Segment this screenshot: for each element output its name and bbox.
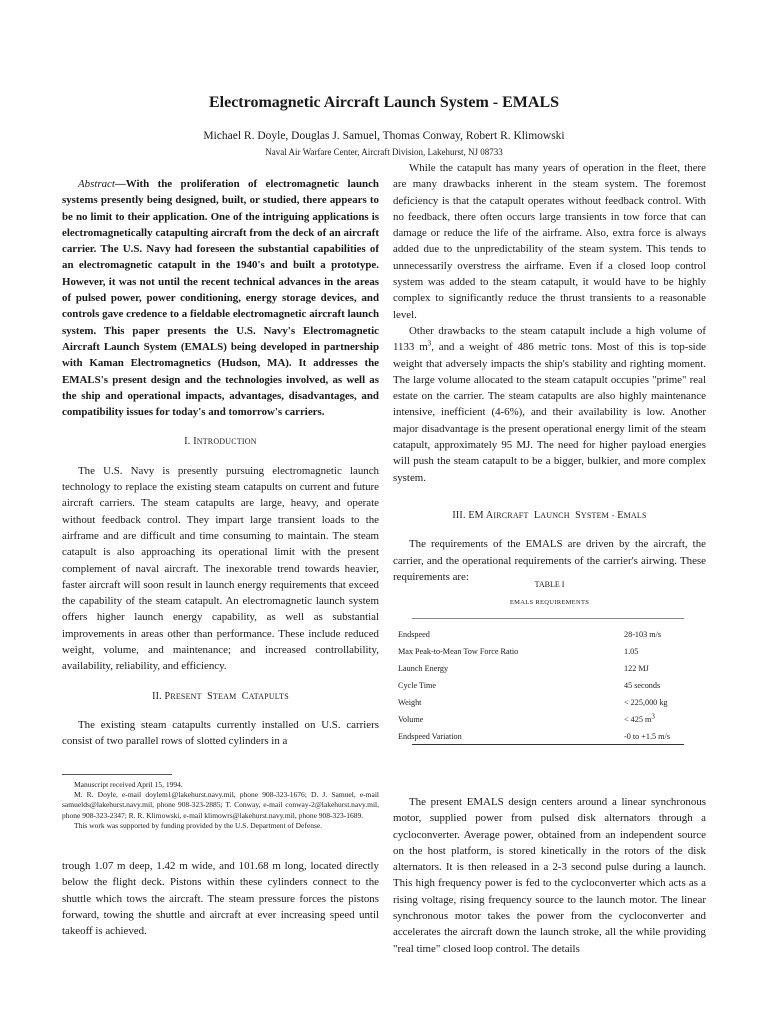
heading-letter: L bbox=[533, 509, 541, 521]
heading-word: YSTEM bbox=[580, 510, 609, 520]
heading-word: EM bbox=[468, 509, 484, 521]
table-key: Endspeed bbox=[398, 630, 430, 639]
heading-letter: S bbox=[575, 509, 581, 521]
footnote-funding: This work was supported by funding provided by the U.S. Department of Defense. bbox=[74, 820, 323, 830]
table-value: 28-103 m/s bbox=[624, 630, 662, 639]
table-key: Endspeed Variation bbox=[398, 732, 462, 741]
paper-authors: Michael R. Doyle, Douglas J. Samuel, Thomas Conway, Robert R. Klimowski bbox=[203, 130, 565, 142]
section-number: II. bbox=[152, 690, 162, 702]
footnote-received: Manuscript received April 15, 1994. bbox=[74, 780, 183, 789]
table-value: 45 seconds bbox=[624, 681, 661, 690]
table-value: -0 to +1.5 m/s bbox=[624, 732, 671, 741]
heading-word: RESENT bbox=[170, 691, 202, 701]
heading-word: TEAM bbox=[212, 691, 237, 701]
table-row bbox=[398, 643, 698, 660]
heading-letter: S bbox=[207, 690, 213, 702]
section-heading-cap: I bbox=[193, 436, 197, 448]
footnote-contacts: M. R. Doyle, e-mail doylem1@lakehurst.navy.mil, phone 908-323-1676; D. J. Samuel, e-mail samuelds@lakehurst.navy.mil, phone 908-323-2885; T. Conway, e-mail conway-2@lakehurst.navy.mil, phone 908-323-2347; R. R. Klimowski, e-mail klimowrs@lakehurst.navy.mil, phone 908-323-1689. bbox=[62, 790, 379, 820]
section-number: III. bbox=[452, 509, 466, 521]
heading-dash: - bbox=[611, 510, 615, 520]
table-row bbox=[398, 660, 698, 677]
section-heading-introduction bbox=[62, 434, 379, 450]
table-key: Volume bbox=[398, 715, 424, 724]
heading-letter: A bbox=[485, 509, 494, 521]
table-value: < 225,000 kg bbox=[624, 698, 668, 707]
table-value bbox=[624, 712, 698, 724]
emals-design-paragraph: The present EMALS design centers around a linear synchronous motor, supplied power from pulsed disk alternators through a cycloconverter. Average power, obtained from an independent source on the host platform, is stored kinetically in the rotors of the disk alternators. It is then released in a 2-3 second pulse during a launch. This high frequency power is fed to the cycloconverter which acts as a rising voltage, rising frequency source to the launch motor. The linear synchronous motor takes the power from the cycloconverter and accelerates the aircraft down the launch stroke, all the while providing "real time" closed loop control. The details bbox=[393, 796, 706, 955]
table-row bbox=[398, 677, 698, 694]
left-column bbox=[62, 176, 379, 750]
heading-word: IRCRAFT bbox=[493, 510, 529, 520]
drawbacks-paragraph-1: While the catapult has many years of operation in the fleet, there are many drawbacks inherent in the steam system. The foremost deficiency is that the catapult operates without feedback control. With no feedback, there often occurs large transients in tow force that can damage or reduce the life of the airframe. Also, extra force is always added due to the unpredictability of the steam system. This tends to unnecessarily overstress the airframe. Even if a closed loop control system was added to the steam catapult, it would have to be highly complex to significantly reduce the thrust transients to a reasonable level. bbox=[393, 162, 706, 321]
requirements-intro: The requirements of the EMALS are driven by the aircraft, the carrier, and the operational requirements of the carrier's airwing. These requirements are: bbox=[393, 538, 706, 583]
superscript: 3 bbox=[651, 712, 655, 721]
section-heading-present-steam-catapults bbox=[62, 689, 379, 705]
right-column bbox=[393, 160, 706, 585]
paper-affiliation: Naval Air Warfare Center, Aircraft Division, Lakehurst, NJ 08733 bbox=[265, 147, 503, 157]
table-value: 1.05 bbox=[624, 647, 639, 656]
superscript: 3 bbox=[427, 339, 432, 348]
table-key: Launch Energy bbox=[398, 664, 449, 673]
table-row bbox=[398, 728, 698, 745]
table-key: Cycle Time bbox=[398, 681, 436, 690]
table-row bbox=[398, 626, 698, 643]
emals-design-section bbox=[393, 794, 706, 957]
section-heading-rest: NTRODUCTION bbox=[196, 437, 257, 447]
table-rule-top bbox=[412, 618, 684, 619]
table-key: Weight bbox=[398, 698, 422, 707]
table-row bbox=[398, 711, 698, 728]
heading-letter: E bbox=[617, 509, 624, 521]
table-value-text: < 425 m bbox=[624, 715, 652, 724]
abstract bbox=[62, 176, 379, 420]
section-number: I. bbox=[184, 436, 191, 448]
steam-catapult-paragraph: The existing steam catapults currently installed on U.S. carriers consist of two parallel rows of slotted cylinders in a bbox=[62, 718, 379, 748]
footnote bbox=[62, 780, 379, 831]
table-value: 122 MJ bbox=[624, 664, 649, 673]
drawbacks-text-a: Other drawbacks to the steam catapult include a high volume of 1133 m bbox=[393, 324, 706, 354]
table-row bbox=[398, 694, 698, 711]
heading-word: MALS bbox=[623, 510, 647, 520]
footnote-rule bbox=[62, 774, 172, 775]
abstract-text: With the proliferation of electromagnetic launch systems presently being designed, built, or studied, there appears to be no limit to their application. One of the intriguing applications is electromagnetically catapulting aircraft from the deck of an aircraft carrier. The U.S. Navy had foreseen the substantial capabilities of an electromagnetic catapult in the 1940's and built a prototype. However, it was not until the recent technical advances in the areas of pulsed power, power conditioning, energy storage devices, and controls gave credence to a fieldable electromagnetic aircraft launch system. This paper presents the U.S. Navy's Electromagnetic Aircraft Launch System (EMALS) being developed in partnership with Kaman Electromagnetics (Hudson, MA). It addresses the EMALS's present design and the technologies involved, as well as the ship and operational impacts, advantages, disadvantages, and compatibility issues for today's and tomorrow's carriers. bbox=[62, 178, 379, 419]
heading-letter: C bbox=[241, 690, 249, 702]
heading-word: AUNCH bbox=[540, 510, 570, 520]
requirements-table bbox=[398, 626, 698, 745]
drawbacks-paragraph-2 bbox=[393, 323, 706, 486]
table-rule-bottom bbox=[412, 744, 684, 745]
abstract-dash: — bbox=[114, 178, 126, 190]
drawbacks-text-b: , and a weight of 486 metric tons. Most of this is top-side weight that adversely impacts the ship's stability and righting moment. The large volume allocated to the steam catapult occupies "prime" real estate on the carrier. The steam catapults are also highly maintenance intensive, inefficient (4-6%), and their availability is low. Another major disadvantage is the present operational energy limit of the steam catapult, approximately 95 MJ. The need for higher payload energies will push the steam catapult to be a bigger, bulkier, and more complex system. bbox=[393, 341, 706, 484]
table-key: Max Peak-to-Mean Tow Force Ratio bbox=[398, 647, 519, 656]
heading-word: ATAPULTS bbox=[248, 691, 289, 701]
table-subtitle: EMALS REQUIREMENTS bbox=[509, 599, 590, 606]
table-caption: TABLE I bbox=[534, 580, 565, 589]
paper-title: Electromagnetic Aircraft Launch System - EMALS bbox=[208, 94, 560, 111]
heading-letter: P bbox=[164, 690, 171, 702]
introduction-paragraph: The U.S. Navy is presently pursuing electromagnetic launch technology to replace the existing steam catapults on current and future aircraft carriers. The steam catapults are large, heavy, and operate without feedback control. They impart large transient loads to the airframe and are difficult and time consuming to maintain. The steam catapult is also approaching its operational limit with the present complement of naval aircraft. The inexorable trend towards heavier, faster aircraft will soon result in launch energy requirements that exceed the capability of the steam catapult. An electromagnetic launch system offers higher launch energy capability, as well as substantial improvements in areas other than performance. These include reduced weight, volume, and maintenance; and increased controllability, availability, reliability, and efficiency. bbox=[62, 464, 379, 673]
steam-catapult-continued: trough 1.07 m deep, 1.42 m wide, and 101.68 m long, located directly below the flight deck. Pistons within these cylinders connect to the shuttle which tows the aircraft. The steam pressure forces the pistons forward, towing the shuttle and aircraft at ever increasing speed until takeoff is achieved. bbox=[62, 860, 379, 938]
section-heading-em-aircraft-launch-system bbox=[393, 508, 706, 524]
abstract-lead: Abstract bbox=[78, 178, 115, 190]
